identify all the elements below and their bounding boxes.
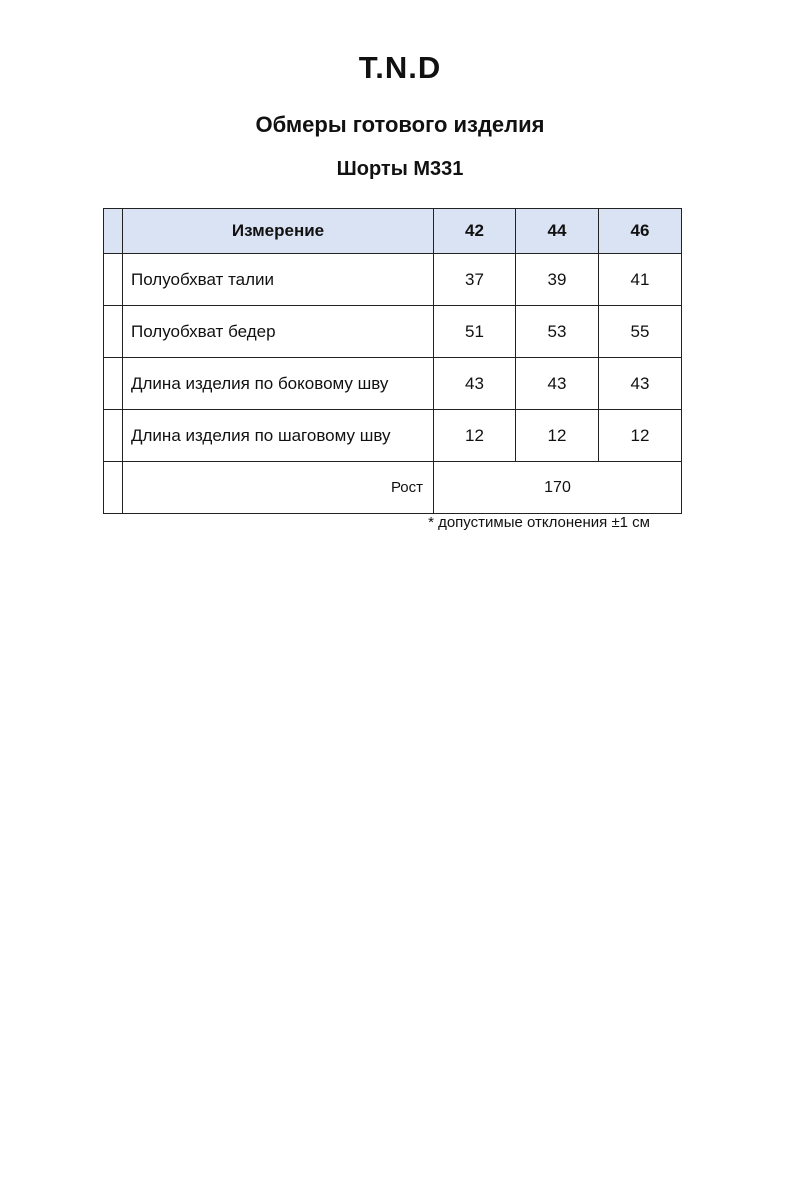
header-size-42: 42 xyxy=(434,209,516,254)
table-header-row xyxy=(104,209,682,254)
row-stub-cell xyxy=(104,462,123,514)
row-value: 43 xyxy=(434,358,516,410)
row-value: 43 xyxy=(599,358,682,410)
row-value: 12 xyxy=(434,410,516,462)
table-row xyxy=(104,254,682,306)
row-stub-cell xyxy=(104,306,123,358)
height-label: Рост xyxy=(123,462,434,514)
row-label: Полуобхват талии xyxy=(123,254,434,306)
header-stub-cell xyxy=(104,209,123,254)
header-size-44: 44 xyxy=(516,209,599,254)
row-stub-cell xyxy=(104,254,123,306)
row-value: 12 xyxy=(516,410,599,462)
table-row xyxy=(104,306,682,358)
row-value: 41 xyxy=(599,254,682,306)
row-value: 53 xyxy=(516,306,599,358)
header-size-46: 46 xyxy=(599,209,682,254)
row-label: Длина изделия по шаговому шву xyxy=(123,410,434,462)
row-label: Полуобхват бедер xyxy=(123,306,434,358)
row-stub-cell xyxy=(104,358,123,410)
row-value: 12 xyxy=(599,410,682,462)
table-row xyxy=(104,410,682,462)
height-row xyxy=(104,462,682,514)
table-row xyxy=(104,358,682,410)
row-value: 43 xyxy=(516,358,599,410)
brand-name: T.N.D xyxy=(358,50,442,85)
document-title: Обмеры готового изделия xyxy=(255,112,545,137)
row-label: Длина изделия по боковому шву xyxy=(123,358,434,410)
row-value: 37 xyxy=(434,254,516,306)
row-value: 39 xyxy=(516,254,599,306)
header-measurement: Измерение xyxy=(123,209,434,254)
height-value: 170 xyxy=(434,462,682,514)
tolerance-footnote: * допустимые отклонения ±1 см xyxy=(428,514,650,531)
product-subtitle: Шорты М331 xyxy=(336,158,464,180)
row-value: 55 xyxy=(599,306,682,358)
row-value: 51 xyxy=(434,306,516,358)
measurement-table xyxy=(103,208,682,514)
row-stub-cell xyxy=(104,410,123,462)
